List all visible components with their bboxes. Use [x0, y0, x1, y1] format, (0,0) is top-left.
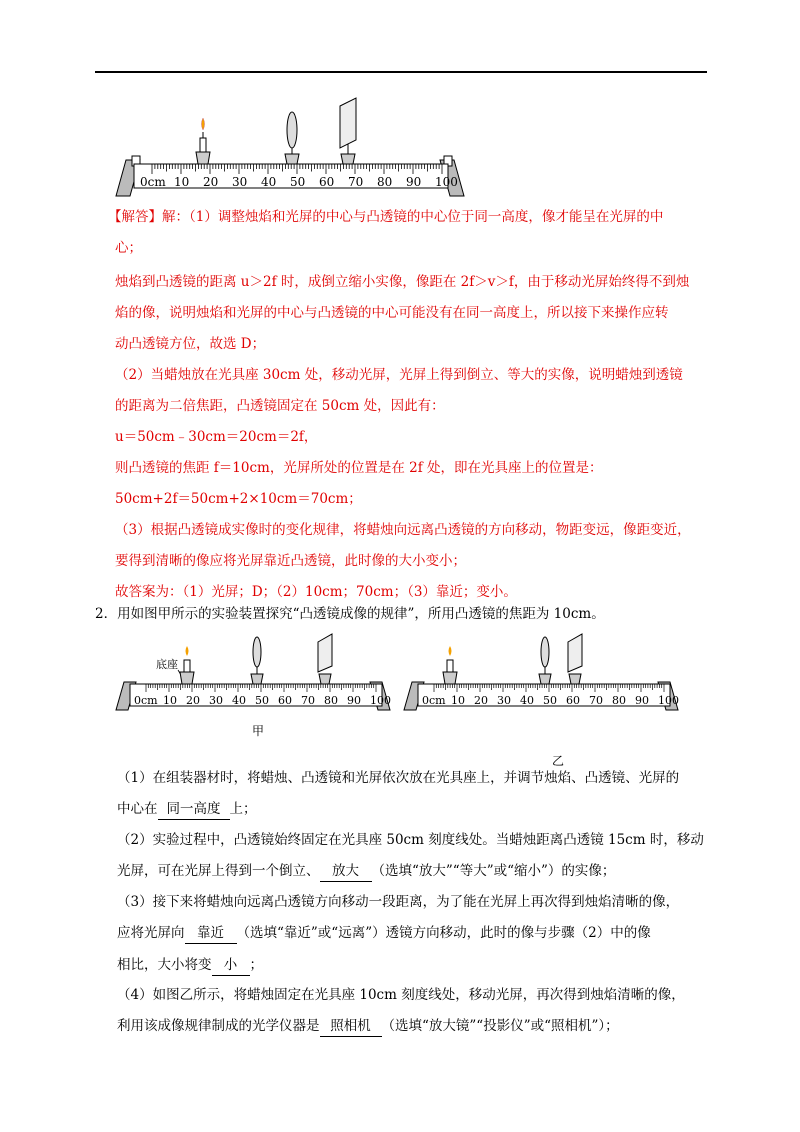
- answer-line-12: 要得到清晰的像应将光屏靠近凸透镜，此时像的大小变小；: [115, 553, 466, 569]
- ruler-number: 40: [232, 694, 246, 707]
- ruler-number: 80: [612, 694, 626, 707]
- answer-blank-1[interactable]: 同一高度: [158, 799, 230, 820]
- ruler-number: 100: [370, 694, 391, 707]
- figure-jia-caption: 甲: [252, 724, 265, 738]
- answer-line-4: 焰的像，说明烛焰和光屏的中心与凸透镜的中心可能没有在同一高度上，所以接下来操作应转: [115, 305, 669, 321]
- ruler-number: 10: [451, 694, 465, 707]
- ruler-number: 100: [435, 175, 458, 189]
- answer-line-6: （2）当蜡烛放在光具座 30cm 处，移动光屏，光屏上得到倒立、等大的实像，说明蜡烛到透镜: [115, 367, 683, 383]
- ruler-number: 60: [278, 694, 292, 707]
- ruler-number: 20: [186, 694, 200, 707]
- convex-lens: [285, 112, 299, 164]
- answer-line-9: 则凸透镜的焦距 f＝10cm，光屏所处的位置是在 2f 处，即在光具座上的位置是：: [115, 460, 603, 476]
- ruler-number: 90: [347, 694, 361, 707]
- figure-yi-caption: 乙: [552, 754, 565, 768]
- lens-yi: [539, 637, 551, 684]
- answer-blank-5[interactable]: 照相机: [320, 1016, 382, 1037]
- subquestion-2: （2）实验过程中，凸透镜始终固定在光具座 50cm 刻度线处。当蜡烛距离凸透镜 15cm 时，移动 光屏，可在光屏上得到一个倒立、 放大 （选填“放大”“等大”或“缩小”）的实像；: [117, 830, 737, 882]
- answer-blank-2[interactable]: 放大: [320, 861, 372, 882]
- ruler-number: 50: [543, 694, 557, 707]
- ruler-number: 70: [589, 694, 603, 707]
- ruler-number: 90: [406, 175, 422, 189]
- optical-bench-figure-yi: [400, 630, 690, 716]
- candle-jia: [180, 646, 194, 684]
- ruler-number: 50: [290, 175, 306, 189]
- svg-text:0cm: 0cm: [134, 694, 158, 707]
- lens-jia: [251, 637, 263, 684]
- answer-block: [108, 207, 715, 602]
- ruler-number: 80: [377, 175, 393, 189]
- light-screen: [340, 98, 356, 164]
- ruler-number: 20: [474, 694, 488, 707]
- answer-line-8: u＝50cm﹣30cm＝20cm＝2f，: [115, 429, 318, 445]
- answer-line-7: 的距离为二倍焦距，凸透镜固定在 50cm 处，因此有：: [115, 398, 445, 414]
- answer-tag: 【解答】: [108, 209, 162, 225]
- ruler-number: 10: [163, 694, 177, 707]
- answer-blank-4[interactable]: 小: [212, 955, 250, 976]
- answer-line-13: 故答案为：（1）光屏；D；（2）10cm；70cm；（3）靠近；变小。: [115, 584, 517, 600]
- svg-text:0cm: 0cm: [422, 694, 446, 707]
- ruler-number: 10: [174, 175, 190, 189]
- header-rule: [95, 71, 707, 73]
- ruler-number: 60: [566, 694, 580, 707]
- ruler-number: 30: [209, 694, 223, 707]
- answer-line-1: 【解答】解：（1）调整烛焰和光屏的中心与凸透镜的中心位于同一高度，像才能呈在光屏的中: [108, 209, 664, 225]
- subquestion-4: （4）如图乙所示，将蜡烛固定在光具座 10cm 刻度线处，移动光屏，再次得到烛焰清晰的像， 利用该成像规律制成的光学仪器是 照相机 （选填“放大镜”“投影仪”或“照相机”）；: [117, 985, 737, 1037]
- ruler-number: 20: [203, 175, 219, 189]
- ruler-number: 60: [319, 175, 335, 189]
- scale-label: 0cm: [140, 175, 166, 189]
- base-label: 底座: [156, 658, 178, 671]
- question-number: 2．: [95, 606, 118, 622]
- ruler-number: 30: [232, 175, 248, 189]
- ruler-number: 40: [520, 694, 534, 707]
- ruler-number: 100: [658, 694, 679, 707]
- answer-line-5: 动凸透镜方位，故选 D；: [115, 336, 266, 352]
- candle-yi: [443, 646, 457, 684]
- ruler-number: 50: [255, 694, 269, 707]
- ruler-number: 80: [324, 694, 338, 707]
- answer-line-11: （3）根据凸透镜成实像时的变化规律，将蜡烛向远离凸透镜的方向移动，物距变远，像距变近，: [115, 522, 691, 538]
- ruler-number: 70: [348, 175, 364, 189]
- screen-jia: [318, 634, 332, 684]
- question-2-stem: 2．用如图甲所示的实验装置探究“凸透镜成像的规律”，所用凸透镜的焦距为 10cm。: [95, 606, 605, 622]
- subquestion-3: （3）接下来将蜡烛向远离凸透镜方向移动一段距离，为了能在光屏上再次得到烛焰清晰的像， 应将光屏向 靠近 （选填“靠近”或“远离”）透镜方向移动，此时的像与步骤（2）中的像 相比，大小将变 小 ；: [117, 892, 737, 976]
- ruler-number: 90: [635, 694, 649, 707]
- answer-line-2: 心；: [115, 240, 142, 256]
- answer-line-10: 50cm+2f＝50cm+2×10cm＝70cm；: [115, 491, 362, 507]
- ruler-number: 30: [497, 694, 511, 707]
- screen-yi: [568, 634, 582, 684]
- candle: [196, 118, 210, 164]
- ruler-number: 70: [301, 694, 315, 707]
- optical-bench-figure-jia: [112, 630, 402, 716]
- answer-line-3: 烛焰到凸透镜的距离 u＞2f 时，成倒立缩小实像，像距在 2f＞v＞f，由于移动光屏始终得不到烛: [115, 274, 690, 290]
- answer-blank-3[interactable]: 靠近: [185, 923, 237, 944]
- ruler-number: 40: [261, 175, 277, 189]
- optical-bench-figure-1: [112, 96, 482, 200]
- subquestion-1: （1）在组装器材时，将蜡烛、凸透镜和光屏依次放在光具座上，并调节烛焰、凸透镜、光屏的 中心在 同一高度 上；: [117, 768, 717, 820]
